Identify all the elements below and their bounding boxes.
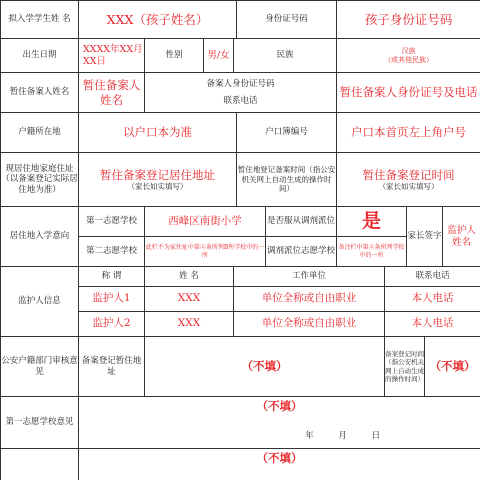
school-value: （不填）	[256, 399, 303, 413]
guardian-1-title: 监护人1	[79, 287, 145, 312]
parent-sign-label: 家长签字	[407, 207, 443, 267]
guardian-1-work: 单位全称或自由职业	[234, 287, 385, 312]
adjust-school-label: 调剂派位志愿学校	[266, 237, 337, 267]
adjust-school-value: 备注栏中第②条所列学校中的一所	[337, 237, 407, 267]
school-label: 第一志愿学校意见	[1, 397, 79, 449]
police-addr-label: 备案登记暂住地址	[79, 337, 145, 397]
reg-time-value: 暂住备案登记时间	[362, 167, 455, 182]
registrant-name-value: 暂住备案人姓名	[79, 73, 145, 113]
birth-date-label: 出生日期	[1, 39, 79, 73]
row-school	[1, 397, 480, 449]
hukou-label: 户籍所在地	[1, 113, 79, 153]
registrant-id-phone-value: 暂住备案人身份证号及电话	[337, 73, 480, 113]
guardian-label: 监护人信息	[1, 267, 79, 337]
second-choice-label: 第二志愿学校	[79, 237, 145, 267]
registrant-phone-label: 联系电话	[223, 95, 258, 106]
first-choice-label: 第一志愿学校	[79, 207, 145, 237]
guardian-2-title: 监护人2	[79, 312, 145, 337]
reg-time-label: 暂住地登记备案时间（指公安机关网上自动生成的操作时间）	[237, 153, 337, 207]
guardian-2-work: 单位全称或自由职业	[234, 312, 385, 337]
row-student-name	[1, 1, 480, 39]
guardian-header-name: 姓 名	[145, 267, 234, 287]
row-residence	[1, 153, 480, 207]
row-hukou	[1, 113, 480, 153]
school-date-line	[79, 431, 480, 442]
date-month: 月	[338, 431, 347, 442]
id-number-value: 孩子身份证号码	[337, 1, 480, 39]
guardian-header-work: 工作单位	[234, 267, 385, 287]
police-time-value: （不填）	[425, 337, 480, 397]
birth-date-value: XXXX年XX月XX日	[79, 39, 145, 73]
student-name-label: 拟入学学生姓 名	[1, 1, 79, 39]
intent-label: 居住地入学意向	[1, 207, 79, 267]
parent-sign-value: 监护人姓名	[443, 207, 480, 267]
date-year: 年	[305, 431, 314, 442]
reg-time-cell	[337, 153, 480, 207]
police-addr-value: （不填）	[145, 337, 385, 397]
police-label: 公安户籍部门审核意见	[1, 337, 79, 397]
adjust-label: 是否服从调剂派位	[266, 207, 337, 237]
residence-label: 现居住地家庭住址（以备案登记实际居住地为准）	[1, 153, 79, 207]
row-police	[1, 337, 480, 397]
registrant-name-label: 暂住备案人姓名	[1, 73, 79, 113]
hukou-book-value: 户口本首页左上角户号	[337, 113, 480, 153]
hukou-book-label: 户口簿编号	[237, 113, 337, 153]
ethnicity-value: 汉族	[401, 46, 416, 55]
gender-value: 男/女	[204, 39, 234, 73]
guardian-1-name: XXX	[145, 287, 234, 312]
police-time-label: 备案登记时间（指公安机关网上自动生成的操作时间）	[385, 337, 425, 397]
hukou-value: 以户口本为准	[79, 113, 237, 153]
row-first-choice	[1, 207, 480, 237]
row-last	[1, 449, 480, 480]
first-choice-value: 西峰区南街小学	[145, 207, 266, 237]
school-cell	[79, 397, 480, 449]
adjust-value: 是	[337, 207, 407, 237]
guardian-1-phone: 本人电话	[385, 287, 480, 312]
guardian-header-phone: 联系电话	[385, 267, 480, 287]
residence-hint: （家长如实填写）	[127, 182, 188, 191]
row-registrant	[1, 73, 480, 113]
last-value: （不填）	[256, 451, 303, 465]
ethnicity-hint: （或其他民族）	[384, 55, 434, 64]
second-choice-value: 此栏不为家住址中第②条所列B所学校中的一所	[145, 237, 266, 267]
student-name-value: XXX（孩子姓名）	[79, 1, 237, 39]
id-number-label: 身份证号码	[237, 1, 337, 39]
date-day: 日	[371, 431, 381, 442]
registrant-id-label: 备案人身份证号码	[206, 78, 275, 89]
registrant-id-phone-label-cell	[145, 73, 337, 113]
guardian-header-title: 称 谓	[79, 267, 145, 287]
ethnicity-cell	[337, 39, 480, 73]
guardian-2-phone: 本人电话	[385, 312, 480, 337]
residence-cell	[79, 153, 237, 207]
residence-value: 暂住备案登记居住地址	[100, 167, 216, 182]
gender-label: 性别	[145, 39, 204, 73]
guardian-2-name: XXX	[145, 312, 234, 337]
row-birth	[1, 39, 480, 73]
row-guardian-header	[1, 267, 480, 287]
last-cell	[79, 449, 480, 480]
reg-time-hint: （家长如实填写）	[378, 182, 439, 191]
ethnicity-label: 民族	[234, 39, 337, 73]
last-label	[1, 449, 79, 480]
